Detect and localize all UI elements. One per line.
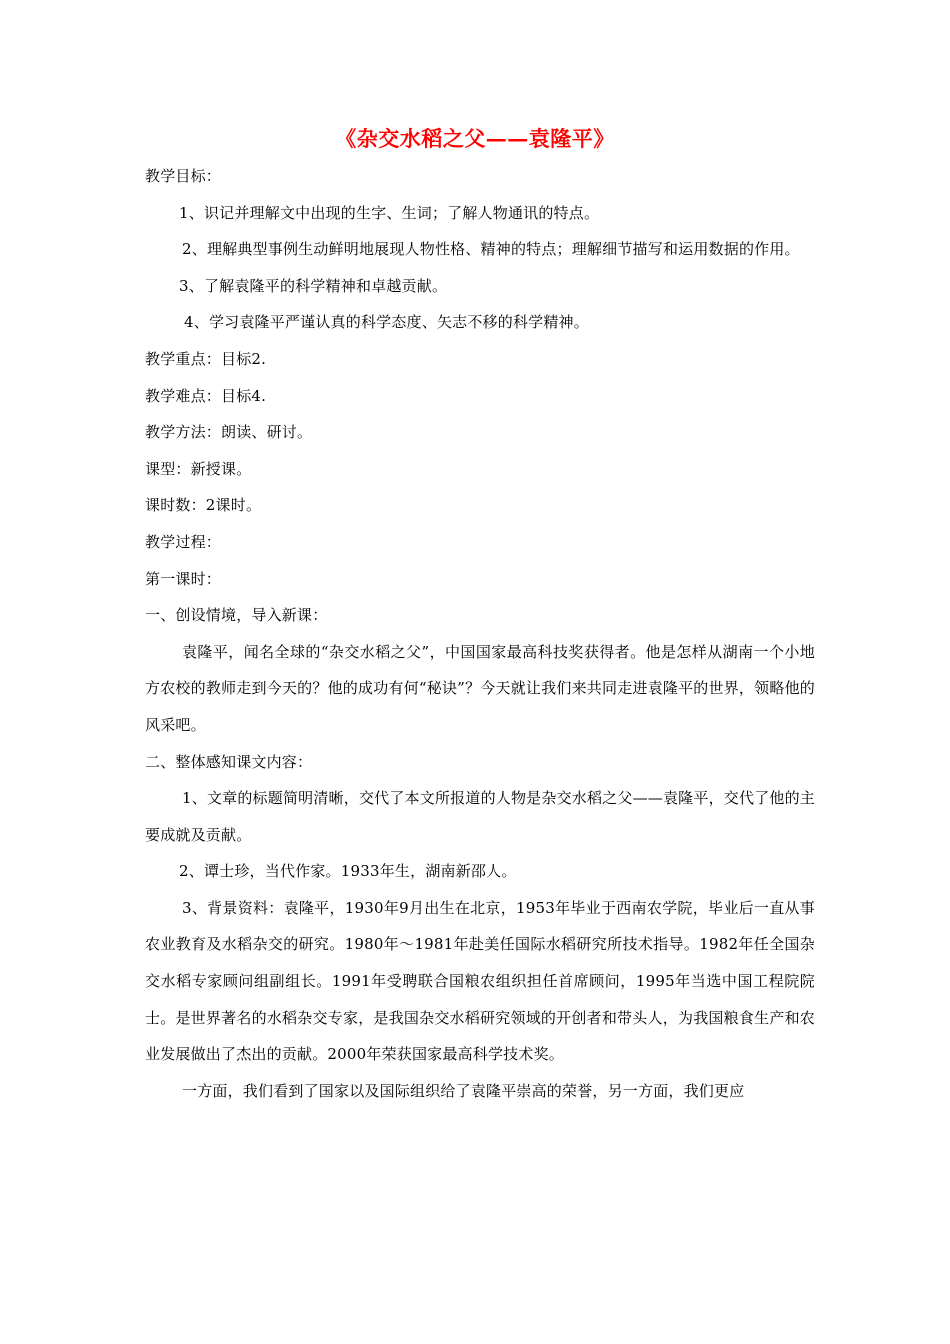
- goal-item-4: 4、学习袁隆平严谨认真的科学态度、矢志不移的科学精神。: [184, 313, 589, 332]
- overview-item-3: 3、背景资料：袁隆平，1930年9月出生在北京，1953年毕业于西南农学院，毕业后一直从事农业教育及水稻杂交的研究。1980年～1981年赴美任国际水稻研究所技术指导。1982年任全国杂交水稻专家顾问组副组长。1991年受聘联合国粮农组织担任首席顾问，1995年当选中国工程院院士。是世界著名的水稻杂交专家，是我国杂交水稻研究领域的开创者和带头人，为我国粮食生产和农业发展做出了杰出的贡献。2000年荣获国家最高科学技术奖。: [145, 898, 815, 1064]
- overview-item-2: 2、谭士珍，当代作家。1933年生，湖南新邵人。: [179, 862, 517, 881]
- goal-item-2: 2、理解典型事例生动鲜明地展现人物性格、精神的特点；理解细节描写和运用数据的作用。: [182, 240, 800, 259]
- goal-item-3: 3、了解袁隆平的科学精神和卓越贡献。: [179, 276, 448, 295]
- intro-paragraph: 袁隆平，闻名全球的“杂交水稻之父”，中国国家最高科技奖获得者。他是怎样从湖南一个小地方农校的教师走到今天的？他的成功有何“秘诀”？今天就让我们来共同走进袁隆平的世界，领略他的风采吧。: [145, 642, 815, 734]
- process-heading: 教学过程：: [145, 532, 222, 551]
- section-2-heading: 二、整体感知课文内容：: [145, 752, 313, 771]
- teaching-method: 教学方法：朗读、研讨。: [145, 423, 313, 442]
- goal-item-1: 1、识记并理解文中出现的生字、生词；了解人物通讯的特点。: [179, 203, 600, 222]
- difficulty: 教学难点：目标4.: [145, 386, 267, 405]
- lesson-type: 课型：新授课。: [145, 459, 252, 478]
- document-title: 《杂交水稻之父——袁隆平》: [335, 126, 615, 151]
- first-lesson-heading: 第一课时：: [145, 569, 222, 588]
- document-body: [145, 158, 815, 1109]
- overview-item-1: 1、文章的标题简明清晰，交代了本文所报道的人物是杂交水稻之父——袁隆平，交代了他的主要成就及贡献。: [145, 789, 815, 844]
- key-point: 教学重点：目标2.: [145, 349, 267, 368]
- section-1-heading: 一、创设情境，导入新课：: [145, 606, 328, 625]
- goal-heading: 教学目标：: [145, 167, 222, 185]
- lesson-hours: 课时数：2课时。: [145, 496, 262, 515]
- closing-paragraph: 一方面，我们看到了国家以及国际组织给了袁隆平崇高的荣誉，另一方面，我们更应: [182, 1081, 745, 1100]
